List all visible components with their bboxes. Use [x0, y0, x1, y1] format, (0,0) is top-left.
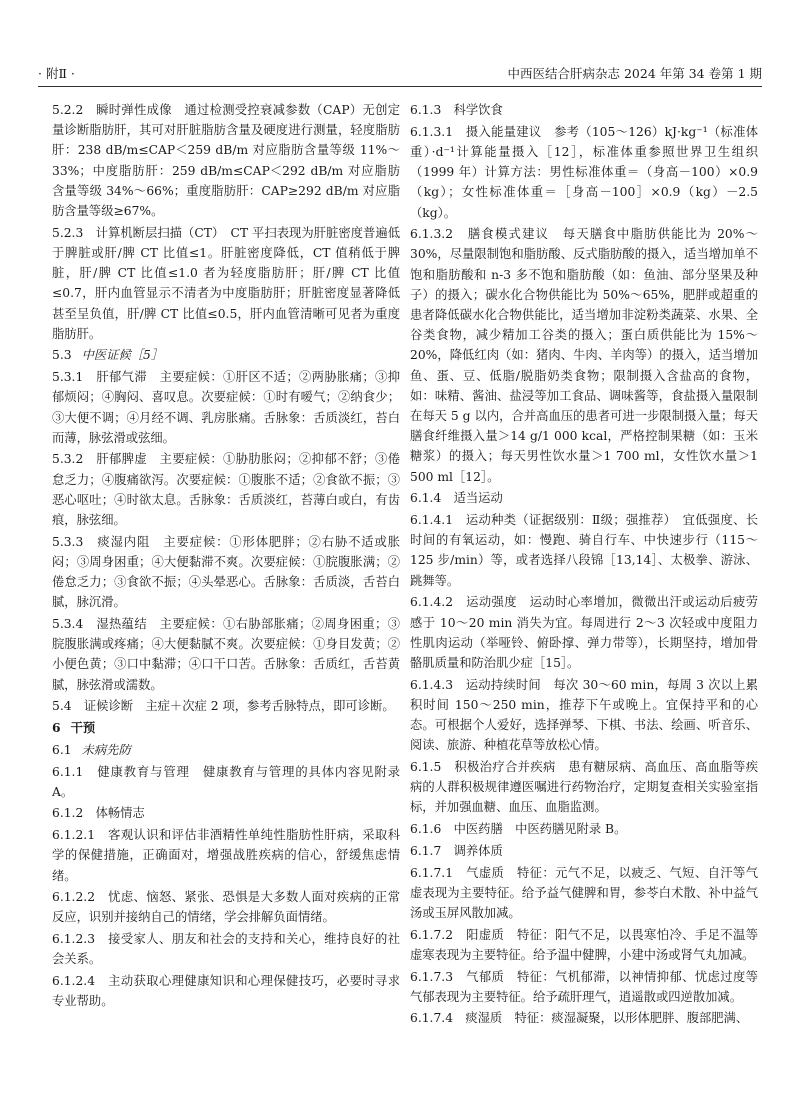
paragraph: 6.1.4.1 运动种类（证据级别：Ⅱ级；强推荐） 宜低强度、长时间的有氧运动，如：慢跑、骑自行车、中快速步行（115～125 步/min）等，或者选择八段锦［13,14］、太极拳、游泳、跳舞等。 — [410, 513, 758, 588]
journal-issue: 中西医结合肝病杂志 2024 年第 34 卷第 1 期 — [507, 66, 762, 81]
paragraph: 6.1.7.1 气虚质 特征：元气不足，以疲乏、气短、自汗等气虚表现为主要特征。给予益气健脾和胃，参苓白术散、补中益气汤或玉屏风散加减。 — [410, 865, 758, 920]
paragraph: 6.1.7 调养体质 — [410, 843, 503, 858]
paragraph: 6.1.7.2 阳虚质 特征：阳气不足，以畏寒怕冷、手足不温等虚寒表现为主要特征。给予温中健脾，小建中汤或肾气丸加减。 — [410, 927, 758, 962]
paragraph: 6.1.2.1 客观认识和评估非酒精性单纯性脂肪性肝病，采取科学的保健措施，正确面对，增强战胜疾病的信心，舒缓焦虑情绪。 — [52, 828, 400, 883]
section-title: 中医证候［5］ — [81, 348, 164, 363]
paragraph: 6.1.1 健康教育与管理 健康教育与管理的具体内容见附录 A。 — [52, 764, 400, 799]
section-title: 未病先防 — [81, 742, 131, 757]
right-column — [410, 100, 758, 1030]
paragraph: 6.1.2 体畅情志 — [52, 806, 145, 821]
paragraph: 5.3.1 肝郁气滞 主要症候：①肝区不适；②两胁胀痛；③抑郁烦闷；④胸闷、喜叹息。次要症候：①时有嗳气；②纳食少；③大便不调；④月经不调、乳房胀痛。舌脉象：舌质淡红，苔白而薄，脉弦滑或弦细。 — [52, 370, 400, 445]
paragraph: 6.1.3.2 膳食模式建议 每天膳食中脂肪供能比为 20%～30%，尽量限制饱和脂肪酸、反式脂肪酸的摄入，适当增加单不饱和脂肪酸和 n-3 多不饱和脂肪酸（如：鱼油、部分坚果及种子）的摄入；碳水化合物供能比为 50%～65%，肥胖或超重的患者降低碳水化合物供能比，适当增加非淀粉类蔬菜、水果、全谷类食物，减少精加工谷类的摄入；蛋白质供能比为 15%～20%，降低红肉（如：猪肉、牛肉、羊肉等）的摄入，适当增加鱼、蛋、豆、低脂/脱脂奶类食物；限制摄入含盐高的食物，如：味精、酱油、盐浸等加工食品、调味酱等，食盐摄入量限制在每天 5 g 以内，合并高血压的患者可进一步限制摄入量；每天膳食纤维摄入量＞14 g/1 000 kcal，严格控制果糖（如：玉米糖浆）的摄入；每天男性饮水量＞1 700 ml，女性饮水量＞1 500 ml［12］。 — [410, 227, 758, 484]
page-header — [38, 60, 762, 87]
section-heading — [52, 718, 400, 738]
paragraph: 6.1.4.2 运动强度 运动时心率增加，微微出汗或运动后疲劳感于 10～20 min 消失为宜。每周进行 2～3 次轻或中度阻力性肌肉运动（举哑铃、俯卧撑、弹力带等），长期坚持，增加骨骼肌质量和防治肌少症［15］。 — [410, 595, 758, 670]
section-number: 6 — [52, 720, 61, 736]
section-heading — [52, 740, 400, 760]
paragraph: 6.1.2.3 接受家人、朋友和社会的支持和关心，维持良好的社会关系。 — [52, 932, 400, 967]
paragraph: 5.4 证候诊断 主症＋次症 2 项，参考舌脉特点，即可诊断。 — [52, 699, 395, 714]
paragraph: 5.2.2 瞬时弹性成像 通过检测受控衰减参数（CAP）无创定量诊断脂肪肝，其可对肝脏脂肪含量及硬度进行测量，轻度脂肪肝：238 dB/m≤CAP＜259 dB/m 对应脂肪含量等级 11%～33%；中度脂肪肝：259 dB/m≤CAP＜292 dB/m 对应脂肪含量等级 34%～66%；重度脂肪肝：CAP≥292 dB/m 对应脂肪含量等级≥67%。 — [52, 103, 400, 219]
paragraph: 5.3.2 肝郁脾虚 主要症候：①胁肋胀闷；②抑郁不舒；③倦怠乏力；④腹痛欲泻。次要症候：①腹胀不适；②食欲不振；③恶心呕吐；④时欲太息。舌脉象：舌质淡红，苔薄白或白，有齿痕，脉弦细。 — [52, 452, 400, 528]
paragraph: 6.1.2.4 主动获取心理健康知识和心理保健技巧，必要时寻求专业帮助。 — [52, 974, 400, 1009]
paragraph: 5.3.4 湿热蕴结 主要症候：①右胁部胀痛；②周身困重；③脘腹胀满或疼痛；④大便黏腻不爽。次要症候：①身目发黄；②小便色黄；③口中黏滞；④口干口苦。舌脉象：舌质红，舌苔黄腻，脉弦滑或濡数。 — [52, 617, 400, 692]
section-title: 干预 — [70, 720, 96, 736]
paragraph: 6.1.7.3 气郁质 特征：气机郁滞，以神情抑郁、忧虑过度等气郁表现为主要特征。给予疏肝理气，逍遥散或四逆散加减。 — [410, 969, 758, 1004]
paragraph: 6.1.7.4 痰湿质 特征：痰湿凝聚，以形体肥胖、腹部肥满、 — [410, 1011, 749, 1026]
paragraph: 6.1.6 中医药膳 中医药膳见附录 B。 — [410, 822, 627, 837]
section-mark: · 附Ⅱ · — [38, 66, 75, 81]
left-column — [52, 100, 400, 1013]
section-heading — [52, 345, 400, 365]
section-number: 6.1 — [52, 742, 72, 757]
paragraph: 6.1.3.1 摄入能量建议 参考（105～126）kJ·kg⁻¹（标准体重）·d⁻¹计算能量摄入［12］，标准体重参照世界卫生组织（1999 年）计算方法：男性标准体重＝（身高－100）×0.9（kg）；女性标准体重＝［身高－100］×0.9（kg）－2.5（kg）。 — [410, 124, 758, 220]
paragraph: 6.1.4.3 运动持续时间 每次 30～60 min，每周 3 次以上累积时间 150～250 min，推荐下午或晚上。宜保持平和的心态。可根据个人爱好，选择弹琴、下棋、书法、绘画、听音乐、阅读、旅游、种植花草等放松心情。 — [410, 677, 758, 753]
paragraph: 5.2.3 计算机断层扫描（CT） CT 平扫表现为肝脏密度普遍低于脾脏或肝/脾 CT 比值≤1。肝脏密度降低，CT 值稍低于脾脏，肝/脾 CT 比值≤1.0 者为轻度脂肪肝；肝/脾 CT 比值≤0.7，肝内血管显示不清者为中度脂肪肝；肝脏密度显著降低甚至呈负值，肝/脾 CT 比值≤0.5，肝内血管清晰可见者为重度脂肪肝。 — [52, 225, 400, 341]
section-number: 5.3 — [52, 348, 72, 363]
paragraph: 6.1.4 适当运动 — [410, 491, 503, 506]
paragraph: 5.3.3 痰湿内阻 主要症候：①形体肥胖；②右胁不适或胀闷；③周身困重；④大便黏滞不爽。次要症候：①脘腹胀满；②倦怠乏力；③食欲不振；④头晕恶心。舌脉象：舌质淡，舌苔白腻，脉沉滑。 — [52, 534, 400, 610]
paragraph: 6.1.2.2 忧虑、恼怒、紧张、恐惧是大多数人面对疾病的正常反应，识别并接纳自己的情绪，学会排解负面情绪。 — [52, 890, 400, 925]
paragraph: 6.1.5 积极治疗合并疾病 患有糖尿病、高血压、高血脂等疾病的人群积极规律遵医嘱进行药物治疗，定期复查相关实验室指标，并加强血糖、血压、血脂监测。 — [410, 760, 758, 815]
paragraph: 6.1.3 科学饮食 — [410, 103, 503, 117]
